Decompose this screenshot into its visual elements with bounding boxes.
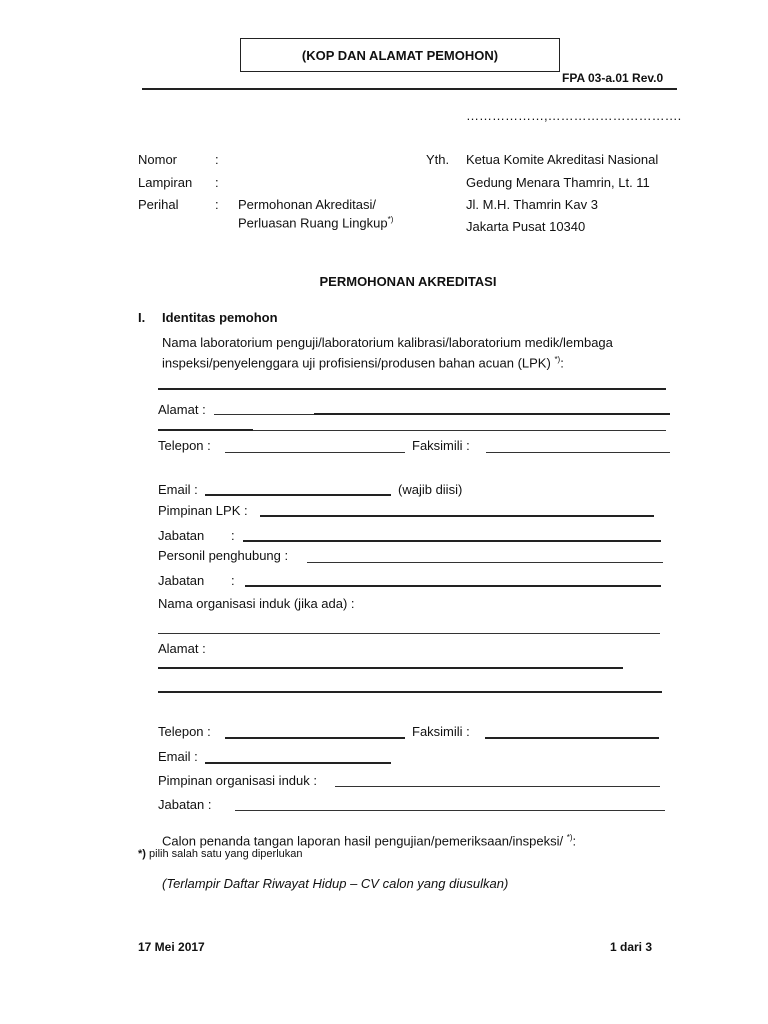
footer-page-number: 1 dari 3	[610, 940, 653, 954]
intro-note: *)	[554, 355, 561, 364]
personil-label: Personil penghubung :	[158, 548, 289, 563]
header-rule	[142, 88, 677, 90]
telepon-field[interactable]	[225, 452, 405, 453]
intro-line-1: Nama laboratorium penguji/laboratorium kalibrasi/laboratorium medik/lembaga	[162, 335, 613, 350]
address-line: Jl. M.H. Thamrin Kav 3	[466, 197, 598, 212]
lampiran-colon: :	[215, 175, 219, 190]
jabatan-org-label: Jabatan :	[158, 797, 212, 812]
address-line: Jakarta Pusat 10340	[466, 219, 586, 234]
pimpinan-org-label: Pimpinan organisasi induk :	[158, 773, 317, 788]
email-label: Email :	[158, 482, 198, 497]
footnote	[138, 847, 303, 861]
alamat-label: Alamat :	[158, 402, 206, 417]
perihal-colon: :	[215, 197, 219, 212]
perihal-line-2: Perluasan Ruang Lingkup*)	[238, 215, 394, 231]
date-place-blank: ………………,………………………….	[466, 108, 682, 123]
faksimili-field[interactable]	[486, 452, 670, 453]
lampiran-label: Lampiran	[138, 175, 193, 190]
form-code: FPA 03-a.01 Rev.0	[562, 71, 664, 85]
address-line: Ketua Komite Akreditasi Nasional	[466, 152, 659, 167]
intro-line-2: inspeksi/penyelenggara uji profisiensi/produsen bahan acuan (LPK) *):	[162, 355, 564, 371]
email-field[interactable]	[205, 494, 391, 496]
nomor-colon: :	[215, 152, 219, 167]
alamat-field-line2[interactable]	[158, 429, 253, 431]
footnote-text: pilih salah satu yang diperlukan	[149, 848, 303, 860]
personil-field[interactable]	[307, 562, 663, 563]
perihal-line-1: Permohonan Akreditasi/	[238, 197, 377, 212]
calon-penandatangan: Calon penanda tangan laporan hasil pengujian/pemeriksaan/inspeksi/ *):	[162, 833, 577, 849]
alamat-org-field[interactable]	[158, 667, 623, 669]
jabatan-field[interactable]	[243, 540, 661, 542]
faksimili-org-label: Faksimili :	[412, 724, 470, 739]
perihal-note: *)	[387, 215, 394, 224]
jabatan-label: Jabatan	[158, 528, 205, 543]
footnote-mark: *)	[138, 848, 146, 860]
perihal-label: Perihal	[138, 197, 179, 212]
letterhead-placeholder-box	[240, 38, 560, 72]
alamat-field-line2-cont[interactable]	[253, 430, 666, 431]
lpk-name-field[interactable]	[158, 388, 666, 390]
nama-org-field[interactable]	[158, 633, 660, 634]
yth-label: Yth.	[426, 152, 450, 167]
nama-org-label: Nama organisasi induk (jika ada) :	[158, 596, 355, 611]
email-required-note: (wajib diisi)	[398, 482, 463, 497]
section-number: I.	[138, 310, 146, 325]
jabatan-personil-field[interactable]	[245, 585, 661, 587]
email-org-label: Email :	[158, 749, 198, 764]
footer-date: 17 Mei 2017	[138, 940, 205, 954]
section-heading: Identitas pemohon	[162, 310, 278, 325]
email-org-field[interactable]	[205, 762, 391, 764]
alamat-field-cont[interactable]	[314, 413, 670, 415]
jabatan-colon: :	[231, 573, 235, 588]
faksimili-label: Faksimili :	[412, 438, 470, 453]
page-title: PERMOHONAN AKREDITASI	[319, 274, 497, 289]
jabatan-colon: :	[231, 528, 235, 543]
pimpinan-lpk-label: Pimpinan LPK :	[158, 503, 248, 518]
alamat-org-label: Alamat :	[158, 641, 206, 656]
alamat-org-field-line2[interactable]	[158, 691, 662, 693]
telepon-label: Telepon :	[158, 438, 211, 453]
letterhead-placeholder-text: (KOP DAN ALAMAT PEMOHON)	[301, 47, 499, 63]
pimpinan-lpk-field[interactable]	[260, 515, 654, 517]
calon-note: *)	[566, 833, 573, 842]
nomor-label: Nomor	[138, 152, 178, 167]
faksimili-org-field[interactable]	[485, 737, 659, 739]
alamat-field[interactable]	[214, 414, 314, 415]
telepon-org-label: Telepon :	[158, 724, 211, 739]
jabatan-org-field[interactable]	[235, 810, 665, 811]
jabatan-label: Jabatan	[158, 573, 205, 588]
telepon-org-field[interactable]	[225, 737, 405, 739]
address-line: Gedung Menara Thamrin, Lt. 11	[466, 175, 650, 190]
pimpinan-org-field[interactable]	[335, 786, 660, 787]
attachment-note: (Terlampir Daftar Riwayat Hidup – CV calon yang diusulkan)	[162, 876, 509, 891]
